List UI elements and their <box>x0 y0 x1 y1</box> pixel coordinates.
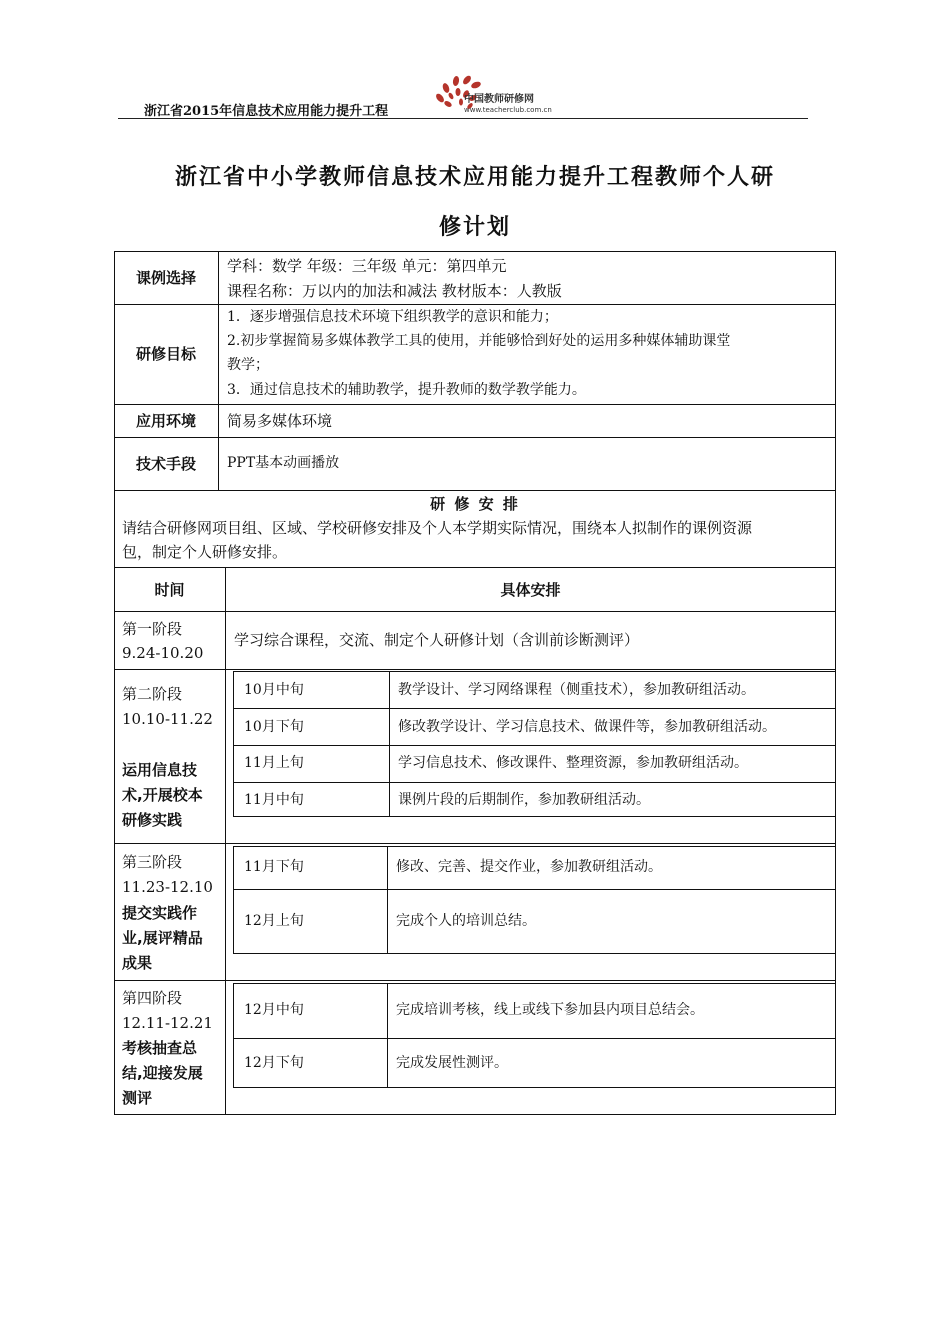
stage2-dates: 10.10-11.22 <box>122 710 213 728</box>
course-line2: 课程名称：万以内的加法和减法 教材版本：人教版 <box>227 282 562 300</box>
stage1-plan: 学习综合课程，交流、制定个人研修计划（含训前诊断测评） <box>234 631 640 649</box>
row-divider <box>114 980 836 981</box>
col-plan-header: 具体安排 <box>500 581 561 599</box>
col-divider <box>218 251 219 490</box>
stage3-title-1: 提交实践作 <box>122 904 198 922</box>
stage4-period-2: 12月下旬 <box>244 1055 304 1071</box>
stage2-name: 第二阶段 <box>122 685 183 703</box>
row-divider <box>114 611 836 612</box>
stage3-name: 第三阶段 <box>122 853 183 871</box>
stage2-subtable <box>233 671 836 817</box>
goal-label: 研修目标 <box>135 345 196 363</box>
row-divider <box>114 490 836 491</box>
logo-url: www.teacherclub.com.cn <box>464 106 552 114</box>
stage4-title-2: 结,迎接发展 <box>122 1064 203 1082</box>
stage2-title-1: 运用信息技 <box>122 761 198 779</box>
stage2-title-2: 术,开展校本 <box>122 786 203 804</box>
stage2-task-4: 课例片段的后期制作，参加教研组活动。 <box>398 792 650 808</box>
stage4-period-1: 12月中旬 <box>244 1002 304 1018</box>
schedule-heading: 研 修 安 排 <box>430 495 520 513</box>
document-title-line1: 浙江省中小学教师信息技术应用能力提升工程教师个人研 <box>174 164 775 190</box>
subtable-divider <box>234 889 835 890</box>
row-divider <box>114 404 836 405</box>
stage1-name: 第一阶段 <box>122 620 183 638</box>
stage1-dates: 9.24-10.20 <box>122 644 204 662</box>
stage3-period-1: 11月下旬 <box>244 859 304 875</box>
goal-2-cont: 教学； <box>227 357 269 373</box>
schedule-intro-line1: 请结合研修网项目组、区域、学校研修安排及个人本学期实际情况，围绕本人拟制作的课例资源 <box>122 519 753 537</box>
tech-value: PPT基本动画播放 <box>227 455 340 471</box>
row-divider <box>114 843 836 844</box>
subtable-col-divider <box>387 847 388 953</box>
stage3-dates: 11.23-12.10 <box>122 878 213 896</box>
stage2-task-1: 教学设计、学习网络课程（侧重技术），参加教研组活动。 <box>398 682 755 698</box>
stage2-period-3: 11月上旬 <box>244 755 304 771</box>
goal-3: 3．通过信息技术的辅助教学，提升教师的数学教学能力。 <box>227 382 586 398</box>
stage3-title-3: 成果 <box>122 954 153 972</box>
course-line1: 学科：数学 年级：三年级 单元：第四单元 <box>227 257 507 275</box>
subtable-divider <box>234 745 835 746</box>
page-header <box>118 60 808 120</box>
stage3-task-2: 完成个人的培训总结。 <box>396 913 536 929</box>
document-title-line2: 修计划 <box>438 214 511 240</box>
stage3-subtable <box>233 846 836 954</box>
env-label: 应用环境 <box>135 412 196 430</box>
stage4-title-3: 测评 <box>122 1089 153 1107</box>
logo-name: 中国教师研修网 <box>464 94 534 105</box>
subtable-divider <box>234 708 835 709</box>
row-divider <box>114 567 836 568</box>
schedule-intro-line2: 包，制定个人研修安排。 <box>122 543 288 561</box>
stage2-task-3: 学习信息技术、修改课件、整理资源，参加教研组活动。 <box>398 755 748 771</box>
goal-2: 2.初步掌握简易多媒体教学工具的使用，并能够恰到好处的运用多种媒体辅助课堂 <box>227 333 731 349</box>
stage4-task-2: 完成发展性测评。 <box>396 1055 508 1071</box>
stage3-period-2: 12月上旬 <box>244 913 304 929</box>
row-divider <box>114 669 836 670</box>
row-divider <box>114 437 836 438</box>
subtable-col-divider <box>389 672 390 816</box>
stage4-dates: 12.11-12.21 <box>122 1014 213 1032</box>
tech-label: 技术手段 <box>135 455 196 473</box>
env-value: 简易多媒体环境 <box>227 412 333 430</box>
stage4-name: 第四阶段 <box>122 989 183 1007</box>
stage4-subtable <box>233 983 836 1088</box>
subtable-col-divider <box>387 984 388 1087</box>
stage2-period-2: 10月下旬 <box>244 719 304 735</box>
header-text: 浙江省2015年信息技术应用能力提升工程 <box>144 104 389 119</box>
stage2-task-2: 修改教学设计、学习信息技术、做课件等，参加教研组活动。 <box>398 719 776 735</box>
col-time-header: 时间 <box>154 581 185 599</box>
subtable-divider <box>234 1038 835 1039</box>
stage2-period-4: 11月中旬 <box>244 792 304 808</box>
header-divider <box>118 118 808 119</box>
stage3-task-1: 修改、完善、提交作业，参加教研组活动。 <box>396 859 662 875</box>
stage4-task-1: 完成培训考核，线上或线下参加县内项目总结会。 <box>396 1002 704 1018</box>
stage4-title-1: 考核抽查总 <box>122 1039 198 1057</box>
goal-1: 1．逐步增强信息技术环境下组织教学的意识和能力； <box>227 309 558 325</box>
stage2-period-1: 10月中旬 <box>244 682 304 698</box>
stage2-title-3: 研修实践 <box>122 811 183 829</box>
subtable-divider <box>234 782 835 783</box>
course-label: 课例选择 <box>135 269 196 287</box>
stage3-title-2: 业,展评精品 <box>122 929 203 947</box>
col-divider <box>225 567 226 1115</box>
